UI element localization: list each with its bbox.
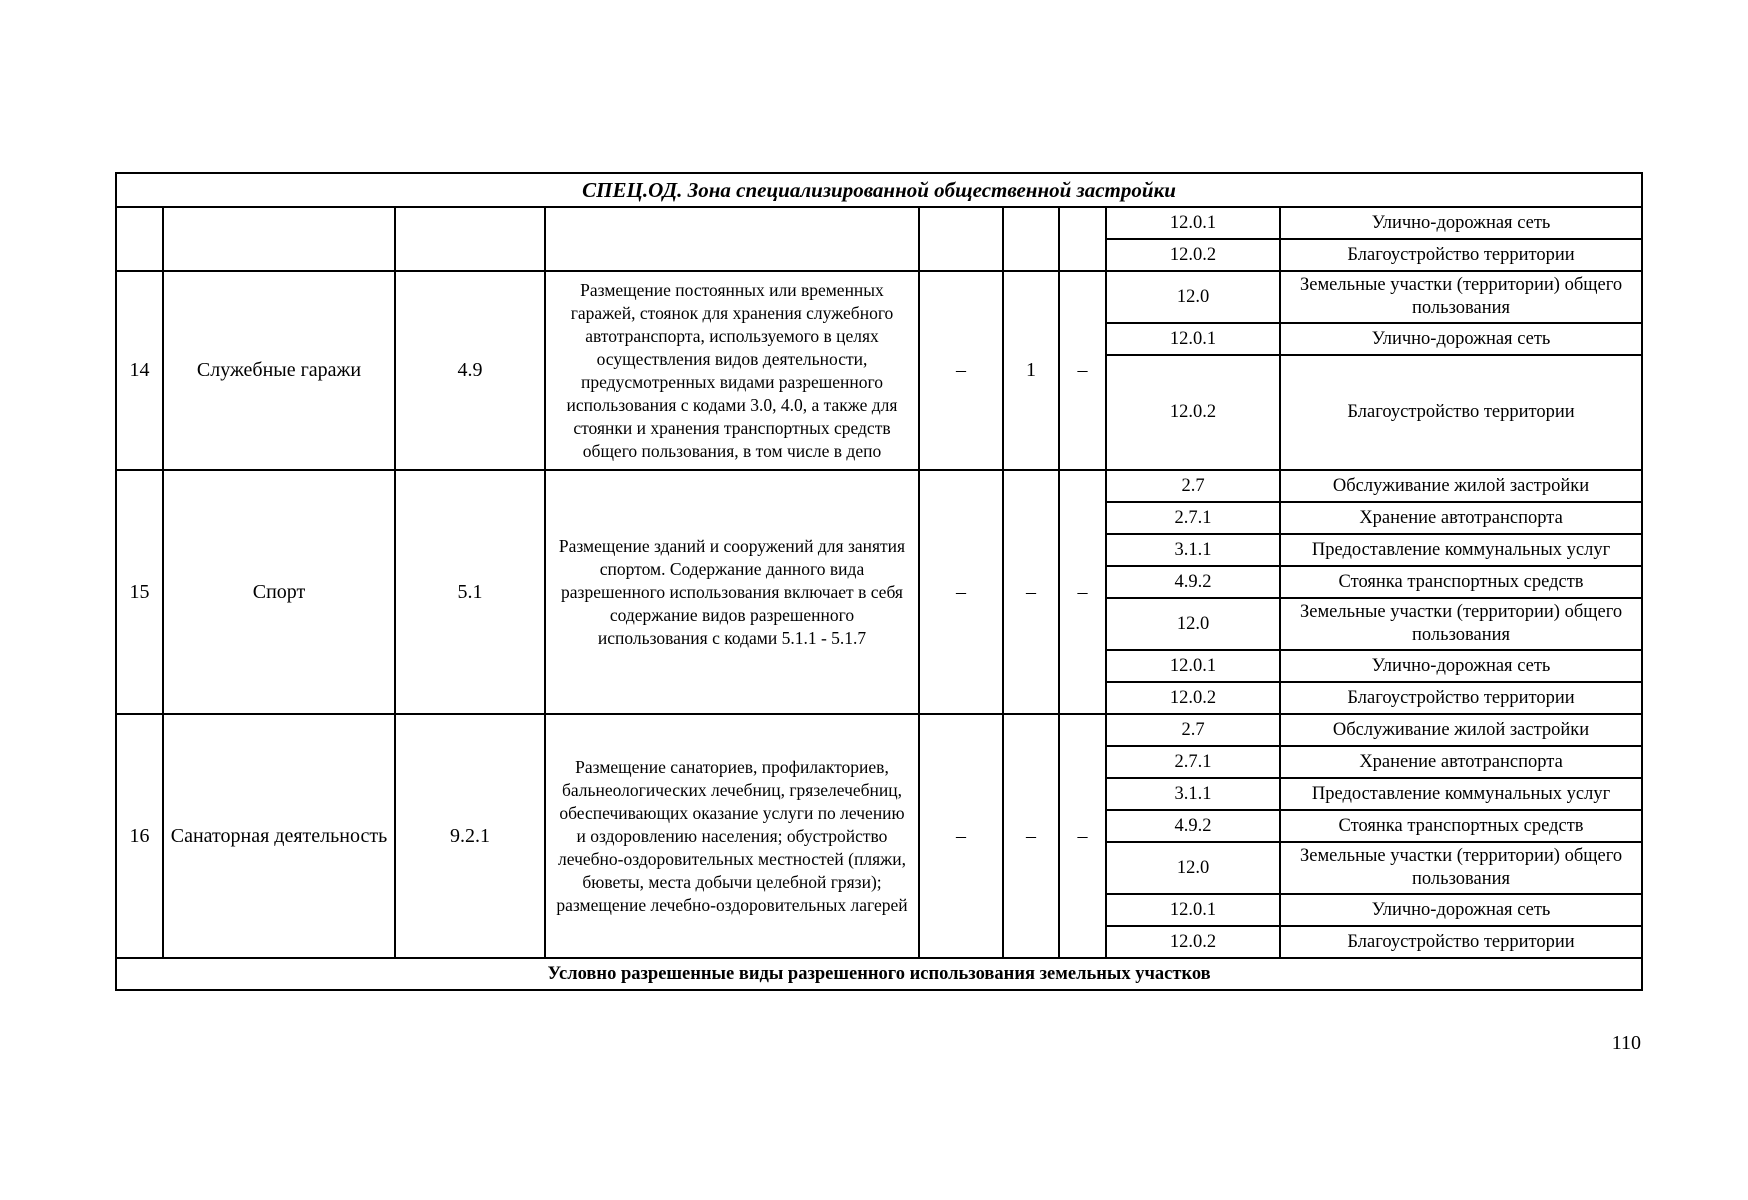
empty-cell [1003,207,1059,271]
zoning-table [115,172,1643,991]
aux-code: 2.7.1 [1106,502,1280,534]
aux-code: 2.7 [1106,470,1280,502]
aux-code: 2.7 [1106,714,1280,746]
aux-code: 2.7.1 [1106,746,1280,778]
aux-code: 12.0.2 [1106,355,1280,470]
aux-name: Земельные участки (территории) общего пользования [1280,598,1642,650]
use-name: Служебные гаражи [163,271,395,470]
aux-name: Обслуживание жилой застройки [1280,470,1642,502]
table-row [116,271,1642,323]
aux-name: Предоставление коммунальных услуг [1280,778,1642,810]
row-number: 16 [116,714,163,958]
use-code: 4.9 [395,271,545,470]
aux-code: 12.0.1 [1106,207,1280,239]
aux-name: Улично-дорожная сеть [1280,207,1642,239]
use-code: 5.1 [395,470,545,714]
aux-code: 12.0.2 [1106,239,1280,271]
aux-code: 12.0 [1106,271,1280,323]
aux-name: Улично-дорожная сеть [1280,323,1642,355]
aux-name: Хранение автотранспорта [1280,746,1642,778]
param-cell: 1 [1003,271,1059,470]
aux-name: Улично-дорожная сеть [1280,650,1642,682]
empty-cell [395,207,545,271]
row-number: 14 [116,271,163,470]
param-cell: – [1059,271,1106,470]
aux-name: Благоустройство территории [1280,682,1642,714]
aux-name: Хранение автотранспорта [1280,502,1642,534]
aux-code: 4.9.2 [1106,566,1280,598]
zone-title: СПЕЦ.ОД. Зона специализированной общественной застройки [116,173,1642,207]
aux-name: Благоустройство территории [1280,926,1642,958]
param-cell: – [919,271,1003,470]
aux-name: Земельные участки (территории) общего пользования [1280,271,1642,323]
aux-name: Земельные участки (территории) общего пользования [1280,842,1642,894]
use-name: Санаторная деятельность [163,714,395,958]
aux-code: 3.1.1 [1106,778,1280,810]
param-cell: – [1059,714,1106,958]
table-row [116,714,1642,746]
aux-code: 12.0 [1106,842,1280,894]
empty-cell [163,207,395,271]
empty-cell [1059,207,1106,271]
aux-code: 3.1.1 [1106,534,1280,566]
empty-cell [919,207,1003,271]
aux-code: 12.0.2 [1106,926,1280,958]
aux-code: 4.9.2 [1106,810,1280,842]
aux-name: Стоянка транспортных средств [1280,566,1642,598]
aux-code: 12.0.1 [1106,650,1280,682]
param-cell: – [1003,470,1059,714]
empty-cell [545,207,919,271]
use-code: 9.2.1 [395,714,545,958]
param-cell: – [919,714,1003,958]
aux-name: Стоянка транспортных средств [1280,810,1642,842]
use-name: Спорт [163,470,395,714]
use-description: Размещение зданий и сооружений для занятия спортом. Содержание данного вида разрешенного использования включает в себя содержание видов разрешенного использования с кодами 5.1.1 - 5.1.7 [545,470,919,714]
aux-code: 12.0 [1106,598,1280,650]
page-number: 110 [1611,1032,1641,1054]
param-cell: – [1059,470,1106,714]
aux-name: Благоустройство территории [1280,355,1642,470]
aux-code: 12.0.1 [1106,894,1280,926]
use-description: Размещение постоянных или временных гаражей, стоянок для хранения служебного автотранспорта, используемого в целях осуществления видов деятельности, предусмотренных видами разрешенного использования с кодами 3.0, 4.0, а также для стоянки и хранения транспортных средств общего пользования, в том числе в депо [545,271,919,470]
param-cell: – [1003,714,1059,958]
aux-name: Благоустройство территории [1280,239,1642,271]
table-row [116,207,1642,239]
aux-name: Предоставление коммунальных услуг [1280,534,1642,566]
section-footer: Условно разрешенные виды разрешенного использования земельных участков [116,958,1642,990]
aux-code: 12.0.2 [1106,682,1280,714]
empty-cell [116,207,163,271]
param-cell: – [919,470,1003,714]
table-row [116,470,1642,502]
use-description: Размещение санаториев, профилакториев, бальнеологических лечебниц, грязелечебниц, обеспечивающих оказание услуги по лечению и оздоровлению населения; обустройство лечебно-оздоровительных местностей (пляжи, бюветы, места добычи целебной грязи); размещение лечебно-оздоровительных лагерей [545,714,919,958]
aux-name: Улично-дорожная сеть [1280,894,1642,926]
row-number: 15 [116,470,163,714]
aux-name: Обслуживание жилой застройки [1280,714,1642,746]
aux-code: 12.0.1 [1106,323,1280,355]
